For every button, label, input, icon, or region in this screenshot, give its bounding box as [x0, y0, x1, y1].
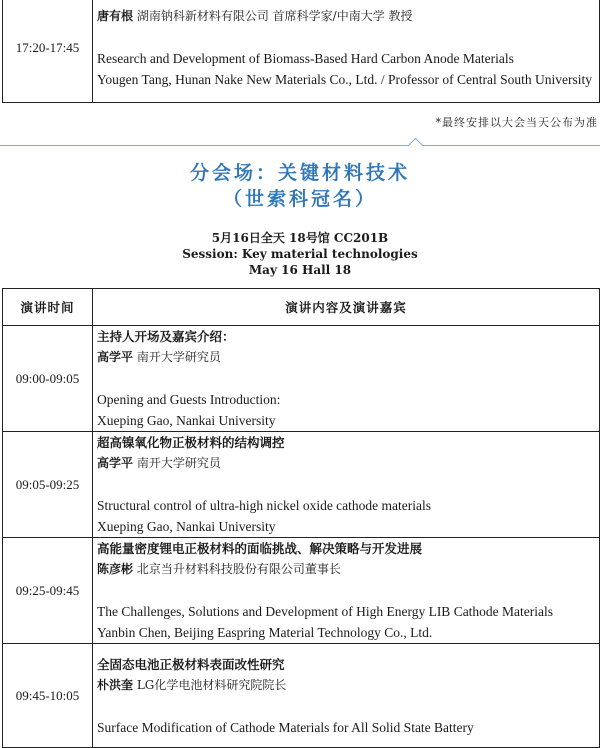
zh-speaker-name: 高学平	[97, 350, 134, 364]
zh-title: 全固态电池正极材料表面改性研究	[97, 656, 285, 672]
table-row	[3, 644, 600, 748]
content-cell	[93, 538, 600, 644]
content-cell	[93, 326, 600, 432]
schedule-note: *最终安排以大会当天公布为准	[435, 116, 598, 129]
en-title: Structural control of ultra-high nickel oxide cathode materials	[97, 498, 432, 513]
table-row	[3, 326, 600, 432]
zh-speaker	[97, 675, 599, 696]
content-cell	[93, 644, 600, 748]
divider-notch	[408, 138, 424, 154]
session-sponsor: （世索科冠名）	[222, 188, 377, 210]
session-date-en: May 16 Hall 18	[248, 263, 352, 277]
zh-speaker-name: 高学平	[97, 456, 134, 470]
zh-speaker	[97, 347, 599, 368]
table-row	[3, 0, 600, 103]
zh-speaker-name: 朴洪奎	[97, 677, 134, 692]
time-cell: 09:25-09:45	[3, 538, 93, 644]
zh-speaker-name: 陈彦彬	[97, 562, 134, 576]
en-speaker: Yanbin Chen, Beijing Easpring Material Technology Co., Ltd.	[97, 625, 433, 640]
en-title: Research and Development of Biomass-Based Hard Carbon Anode Materials	[97, 50, 514, 66]
previous-schedule-table	[2, 0, 600, 103]
session-title: 分会场：关键材料技术	[189, 162, 410, 184]
section-divider	[0, 145, 600, 146]
zh-title: 超高镍氧化物正极材料的结构调控	[97, 435, 285, 450]
zh-speaker-name: 唐有根	[97, 8, 134, 23]
header-content: 演讲内容及演讲嘉宾	[93, 289, 600, 326]
en-title: The Challenges, Solutions and Development of High Energy LIB Cathode Materials	[97, 604, 554, 619]
en-title: Opening and Guests Introduction:	[97, 392, 281, 407]
time-cell: 09:45-10:05	[3, 644, 93, 748]
content-cell	[93, 432, 600, 538]
time-cell: 09:00-09:05	[3, 326, 93, 432]
en-title: Surface Modification of Cathode Materials for All Solid State Battery	[97, 719, 474, 735]
en-speaker: Xueping Gao, Nankai University	[97, 519, 276, 534]
zh-speaker-affil: 湖南钠科新材料有限公司 首席科学家/中南大学 教授	[133, 8, 413, 23]
en-speaker: Xueping Gao, Nankai University	[97, 413, 276, 428]
table-header-row	[3, 289, 600, 326]
zh-speaker	[97, 559, 599, 580]
session-schedule-table	[2, 288, 600, 748]
zh-speaker-affil: 北京当升材料科技股份有限公司董事长	[133, 562, 341, 576]
zh-speaker	[97, 6, 599, 27]
zh-speaker-affil: 南开大学研究员	[133, 350, 221, 364]
content-cell	[93, 0, 600, 103]
table-row	[3, 432, 600, 538]
zh-speaker-affil: LG化学电池材料研究院院长	[133, 677, 287, 692]
time-cell: 09:05-09:25	[3, 432, 93, 538]
zh-speaker-affil: 南开大学研究员	[133, 456, 221, 470]
zh-title: 高能量密度锂电正极材料的面临挑战、解决策略与开发进展	[97, 541, 423, 556]
session-meta	[0, 230, 600, 278]
zh-speaker	[97, 453, 599, 474]
en-speaker: Yougen Tang, Hunan Nake New Materials Co., Ltd. / Professor of Central South University	[97, 71, 592, 87]
table-row	[3, 538, 600, 644]
session-name-en: Session: Key material technologies	[182, 247, 418, 261]
header-time: 演讲时间	[3, 289, 93, 326]
time-cell: 17:20-17:45	[3, 0, 93, 103]
zh-title: 主持人开场及嘉宾介绍：	[97, 329, 235, 344]
session-date-venue: 5月16日全天 18号馆 CC201B	[211, 231, 389, 245]
